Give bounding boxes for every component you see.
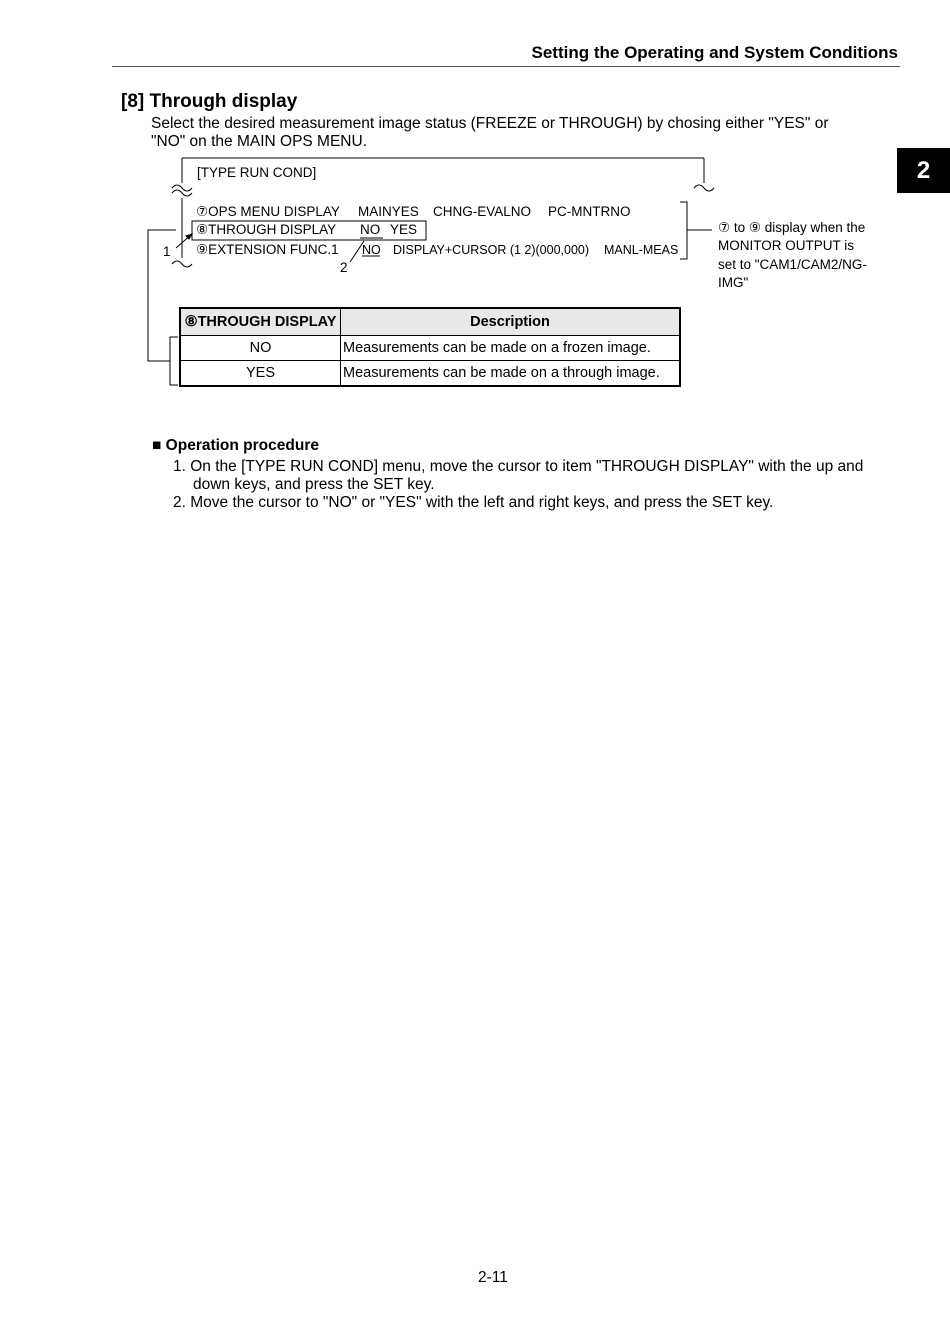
procedure-step-1-line-1: 1. On the [TYPE RUN COND] menu, move the cursor to item "THROUGH DISPLAY" with the up and — [173, 458, 864, 475]
table-row — [180, 336, 680, 361]
page-number: 2-11 — [478, 1269, 508, 1286]
note-line-4: IMG" — [718, 275, 749, 290]
chapter-tab: 2 — [897, 148, 950, 193]
table-cell-value: YES — [180, 361, 341, 387]
note-line-1: ⑦ to ⑨ display when the — [718, 220, 866, 235]
procedure-step-2: 2. Move the cursor to "NO" or "YES" with the left and right keys, and press the SET key. — [173, 494, 774, 511]
section-title: [8] Through display — [121, 91, 298, 112]
screen-line-7-chng-eval: CHNG-EVALNO — [433, 204, 532, 219]
running-header: Setting the Operating and System Conditions — [531, 43, 898, 62]
table-cell-value: NO — [180, 336, 341, 361]
screen-line-7-pc-mntr: PC-MNTRNO — [548, 204, 631, 219]
through-display-table — [179, 307, 681, 387]
callout-1: 1 — [163, 244, 171, 259]
table-cell-description: Measurements can be made on a frozen image. — [341, 336, 681, 361]
screen-line-7-main: MAINYES — [358, 204, 419, 219]
note-line-3: set to "CAM1/CAM2/NG- — [718, 257, 867, 272]
screen-title: [TYPE RUN COND] — [197, 165, 317, 180]
table-row — [180, 361, 680, 387]
screen-line-7-label: ⑦OPS MENU DISPLAY — [196, 204, 340, 219]
intro-line-1: Select the desired measurement image status (FREEZE or THROUGH) by chosing either "YES" or — [151, 115, 829, 132]
table-header-row — [180, 308, 680, 336]
table-cell-description: Measurements can be made on a through image. — [341, 361, 681, 387]
screen-line-9-label: ⑨EXTENSION FUNC.1 — [196, 242, 339, 257]
screen-line-9-display-cursor: DISPLAY+CURSOR (1 2)(000,000) — [393, 243, 590, 257]
table-header-setting: ⑧THROUGH DISPLAY — [180, 308, 341, 336]
procedure-step-1-line-2: down keys, and press the SET key. — [193, 476, 435, 493]
table-header-description: Description — [341, 308, 681, 336]
intro-line-2: "NO" on the MAIN OPS MENU. — [151, 133, 368, 150]
callout-2: 2 — [340, 260, 348, 275]
screen-line-8-yes: YES — [390, 222, 418, 237]
screen-line-9-manl-meas: MANL-MEAS — [604, 243, 679, 257]
procedure-heading: ■ Operation procedure — [152, 437, 319, 454]
note-line-2: MONITOR OUTPUT is — [718, 238, 855, 253]
screen-line-8-label: ⑧THROUGH DISPLAY — [196, 222, 337, 237]
screen-line-9-no: NO — [362, 243, 381, 257]
screen-line-8-no: NO — [360, 222, 381, 237]
